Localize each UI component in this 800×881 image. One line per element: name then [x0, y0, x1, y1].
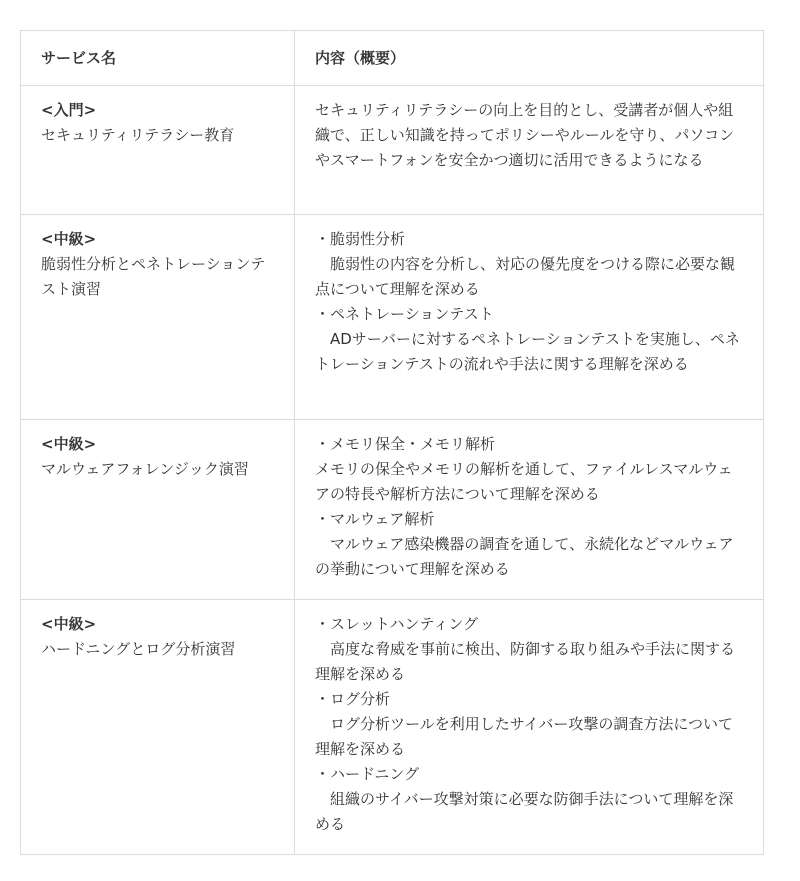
table-row: [21, 215, 764, 420]
content-cell: [295, 215, 764, 420]
service-name: 脆弱性分析とペネトレーションテスト演習: [41, 255, 266, 298]
content-line: ・メモリ保全・メモリ解析: [315, 435, 496, 453]
content-line: ・スレットハンティング: [315, 615, 479, 633]
service-name-cell: [21, 86, 295, 215]
content-line: マルウェア感染機器の調査を通して、永続化などマルウェアの挙動について理解を深める: [315, 535, 734, 578]
content-line: ・マルウェア解析: [315, 510, 435, 528]
content-cell: [295, 600, 764, 855]
content-line: メモリの保全やメモリの解析を通して、ファイルレスマルウェアの特長や解析方法について理解を深める: [315, 460, 733, 503]
service-name-cell: [21, 600, 295, 855]
content-line: 脆弱性の内容を分析し、対応の優先度をつける際に必要な観点について理解を深める: [315, 255, 736, 298]
content-line: ADサーバーに対するペネトレーションテストを実施し、ペネトレーションテストの流れや手法に関する理解を深める: [315, 330, 740, 373]
table-row: [21, 86, 764, 215]
service-level: <入門>: [41, 101, 97, 119]
service-name: ハードニングとログ分析演習: [41, 640, 236, 658]
service-level: <中級>: [41, 615, 97, 633]
column-header-service-name: サービス名: [21, 31, 295, 86]
table-header-row: [21, 31, 764, 86]
content-line: セキュリティリテラシーの向上を目的とし、受講者が個人や組織で、正しい知識を持ってポリシーやルールを守り、パソコンやスマートフォンを安全かつ適切に活用できるようになる: [315, 101, 735, 169]
service-level: <中級>: [41, 435, 97, 453]
content-line: ・ログ分析: [315, 690, 391, 708]
content-line: ・ペネトレーションテスト: [315, 305, 494, 323]
content-line: ・ハードニング: [315, 765, 420, 783]
column-header-content: 内容（概要）: [295, 31, 764, 86]
content-cell: [295, 420, 764, 600]
content-line: 組織のサイバー攻撃対策に必要な防御手法について理解を深める: [315, 790, 734, 833]
service-name: マルウェアフォレンジック演習: [41, 460, 249, 478]
service-name-cell: [21, 420, 295, 600]
service-level: <中級>: [41, 230, 97, 248]
service-name: セキュリティリテラシー教育: [41, 126, 235, 144]
content-cell: [295, 86, 764, 215]
table-row: [21, 600, 764, 855]
service-name-cell: [21, 215, 295, 420]
service-table: [20, 30, 764, 855]
table-row: [21, 420, 764, 600]
content-line: ログ分析ツールを利用したサイバー攻撃の調査方法について理解を深める: [315, 715, 734, 758]
content-line: 高度な脅威を事前に検出、防御する取り組みや手法に関する理解を深める: [315, 640, 736, 683]
content-line: ・脆弱性分析: [315, 230, 406, 248]
